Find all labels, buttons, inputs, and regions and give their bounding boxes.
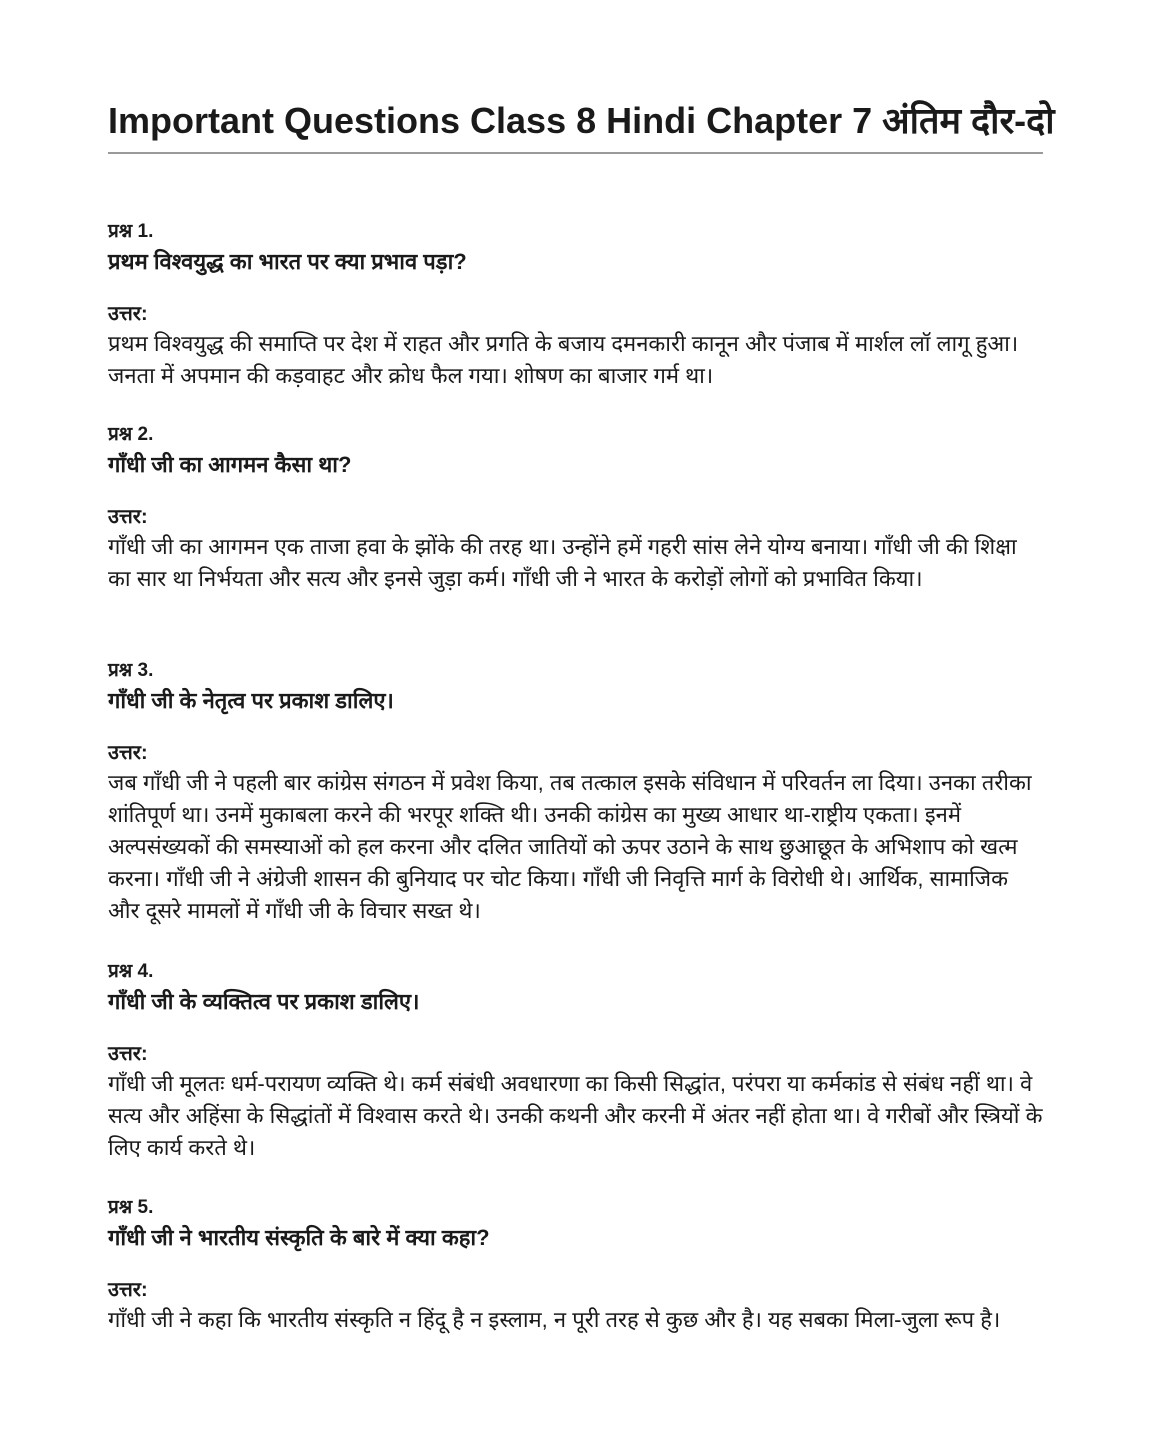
answer-text: गाँधी जी मूलतः धर्म-परायण व्यक्ति थे। कर्म संबंधी अवधारणा का किसी सिद्धांत, परंपरा या कर्मकांड से संबंध नहीं था। वे सत्य और अहिंसा के सिद्धांतों में विश्वास करते थे। उनकी कथनी और करनी में अंतर नहीं होता था। वे गरीबों और स्त्रियों के लिए कार्य करते थे। [108,1071,1043,1160]
answer-label: उत्तर: [108,742,148,764]
answer-text: गाँधी जी ने कहा कि भारतीय संस्कृति न हिंदू है न इस्लाम, न पूरी तरह से कुछ और है। यह सबका मिला-जुला रूप है। [108,1307,1001,1332]
question-text: गाँधी जी के नेतृत्व पर प्रकाश डालिए। [108,688,394,713]
question-text: गाँधी जी ने भारतीय संस्कृति के बारे में क्या कहा? [108,1225,490,1250]
question-number: प्रश्न 5. [108,1197,154,1218]
qa-block-2 [108,421,1043,595]
answer-text: प्रथम विश्वयुद्ध की समाप्ति पर देश में राहत और प्रगति के बजाय दमनकारी कानून और पंजाब में मार्शल लॉ लागू हुआ। जनता में अपमान की कड़वाहट और क्रोध फैल गया। शोषण का बाजार गर्म था। [108,331,1019,388]
title-divider [108,152,1043,154]
answer-text: जब गाँधी जी ने पहली बार कांग्रेस संगठन में प्रवेश किया, तब तत्काल इसके संविधान में परिवर्तन ला दिया। उनका तरीका शांतिपूर्ण था। उनमें मुकाबला करने की भरपूर शक्ति थी। उनकी कांग्रेस का मुख्य आधार था-राष्ट्रीय एकता। इनमें अल्पसंख्यकों की समस्याओं को हल करना और दलित जातियों को ऊपर उठाने के साथ छुआछूत के अभिशाप को खत्म करना। गाँधी जी ने अंग्रेजी शासन की बुनियाद पर चोट किया। गाँधी जी निवृत्ति मार्ग के विरोधी थे। आर्थिक, सामाजिक और दूसरे मामलों में गाँधी जी के विचार सख्त थे। [108,770,1032,923]
answer-label: उत्तर: [108,1043,148,1065]
question-text: गाँधी जी के व्यक्तित्व पर प्रकाश डालिए। [108,989,420,1014]
question-number: प्रश्न 1. [108,221,154,242]
question-text: प्रथम विश्वयुद्ध का भारत पर क्या प्रभाव पड़ा? [108,249,467,274]
answer-label: उत्तर: [108,1279,148,1301]
qa-block-4 [108,958,1043,1164]
page-title: Important Questions Class 8 Hindi Chapter 7 अंतिम दौर-दो [108,100,1055,141]
answer-label: उत्तर: [108,303,148,325]
qa-block-5 [108,1194,1043,1336]
question-text: गाँधी जी का आगमन कैसा था? [108,452,352,477]
question-number: प्रश्न 2. [108,424,154,445]
qa-block-3 [108,657,1043,927]
answer-label: उत्तर: [108,506,148,528]
question-number: प्रश्न 3. [108,660,154,681]
qa-block-1 [108,218,1043,392]
answer-text: गाँधी जी का आगमन एक ताजा हवा के झोंके की तरह था। उन्होंने हमें गहरी सांस लेने योग्य बनाया। गाँधी जी की शिक्षा का सार था निर्भयता और सत्य और इनसे जुड़ा कर्म। गाँधी जी ने भारत के करोड़ों लोगों को प्रभावित किया। [108,534,1017,591]
question-number: प्रश्न 4. [108,961,154,982]
